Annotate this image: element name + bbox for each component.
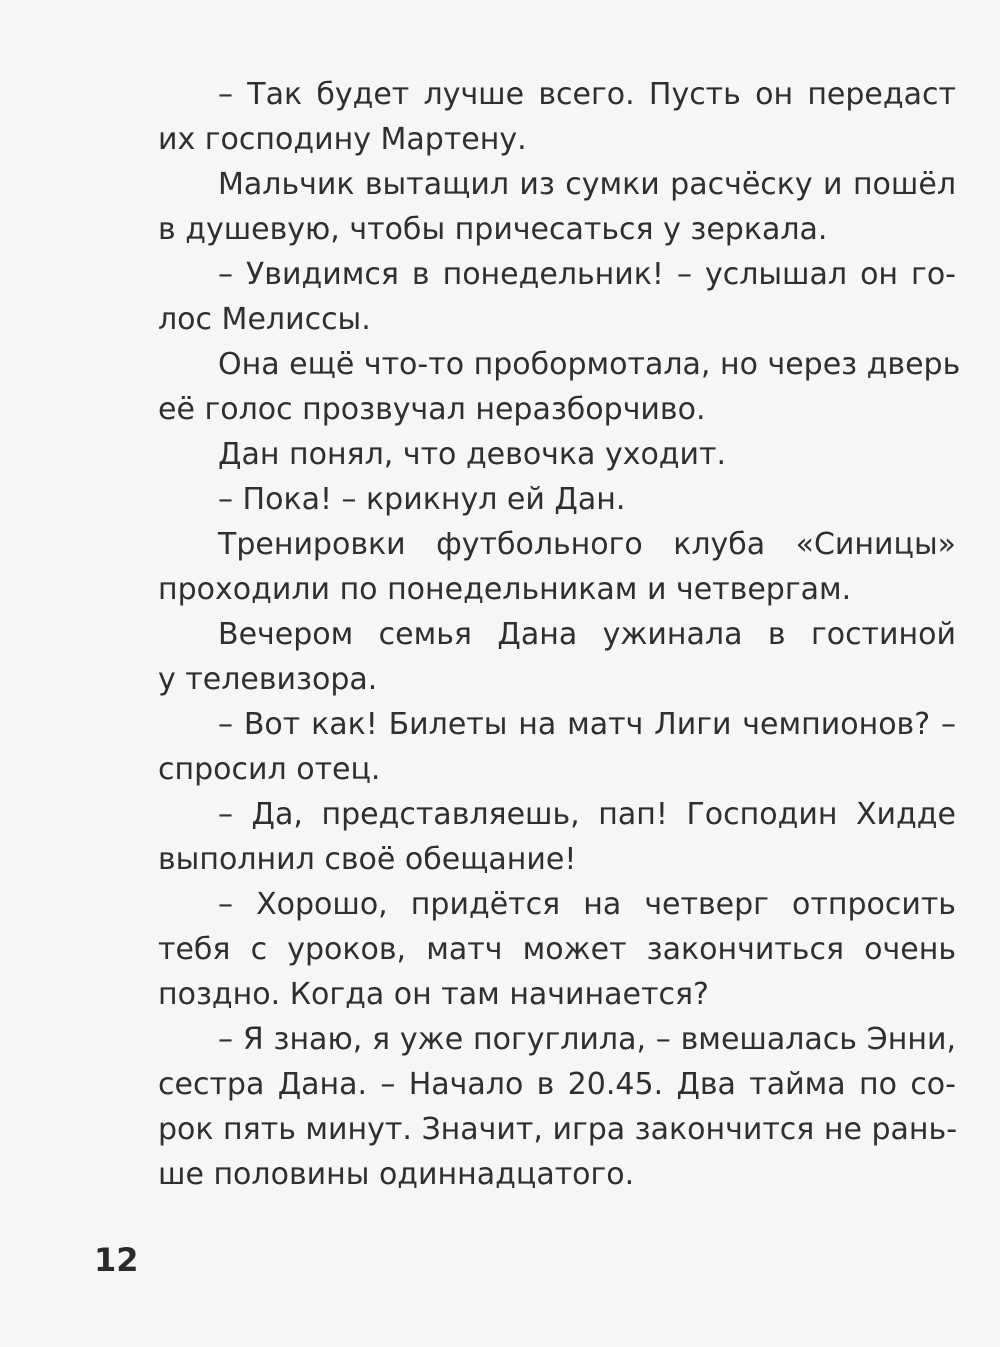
page-body-text bbox=[158, 72, 961, 1197]
text-line: Тренировки футбольного клуба «Синицы» bbox=[218, 527, 956, 562]
text-line: Она ещё что-то пробормотала, но через дверь bbox=[218, 347, 961, 382]
text-line: – Увидимся в понедельник! – услышал он го- bbox=[218, 257, 956, 292]
paragraph-2 bbox=[158, 162, 956, 252]
text-line: в душевую, чтобы причесаться у зеркала. bbox=[158, 212, 828, 247]
paragraph-3 bbox=[158, 252, 956, 342]
text-line: – Вот как! Билеты на матч Лиги чемпионов? – bbox=[218, 707, 956, 742]
text-line: – Я знаю, я уже погуглила, – вмешалась Энни, bbox=[218, 1022, 956, 1057]
paragraph-10 bbox=[158, 792, 956, 882]
text-line: – Да, представляешь, пап! Господин Хидде bbox=[218, 797, 956, 832]
paragraph-7 bbox=[158, 522, 956, 612]
text-line: – Пока! – крикнул ей Дан. bbox=[218, 482, 626, 517]
paragraph-4 bbox=[158, 342, 961, 432]
text-line: Мальчик вытащил из сумки расчёску и пошёл bbox=[218, 167, 956, 202]
text-line: поздно. Когда он там начинается? bbox=[158, 977, 709, 1012]
paragraph-11 bbox=[158, 882, 956, 1017]
text-line: тебя с уроков, матч может закончиться очень bbox=[158, 932, 956, 967]
text-line: – Так будет лучше всего. Пусть он передаст bbox=[218, 77, 956, 112]
text-line: выполнил своё обещание! bbox=[158, 842, 577, 877]
paragraph-1 bbox=[158, 72, 956, 162]
text-line: их господину Мартену. bbox=[158, 122, 527, 157]
page-number: 12 bbox=[94, 1241, 139, 1279]
paragraph-9 bbox=[158, 702, 956, 792]
text-line: Вечером семья Дана ужинала в гостиной bbox=[218, 617, 956, 652]
text-line: у телевизора. bbox=[158, 662, 378, 697]
text-line: лос Мелиссы. bbox=[158, 302, 371, 337]
text-line: сестра Дана. – Начало в 20.45. Два тайма по со- bbox=[158, 1067, 956, 1102]
text-line: ше половины одиннадцатого. bbox=[158, 1157, 635, 1192]
text-line: Дан понял, что девочка уходит. bbox=[218, 437, 727, 472]
text-line: – Хорошо, придётся на четверг отпросить bbox=[218, 887, 956, 922]
text-line: её голос прозвучал неразборчиво. bbox=[158, 392, 706, 427]
text-line: рок пять минут. Значит, игра закончится не рань- bbox=[158, 1112, 958, 1147]
paragraph-6 bbox=[158, 477, 956, 522]
text-line: спросил отец. bbox=[158, 752, 381, 787]
paragraph-8 bbox=[158, 612, 956, 702]
paragraph-5 bbox=[158, 432, 956, 477]
paragraph-12 bbox=[158, 1017, 956, 1197]
text-line: проходили по понедельникам и четвергам. bbox=[158, 572, 852, 607]
